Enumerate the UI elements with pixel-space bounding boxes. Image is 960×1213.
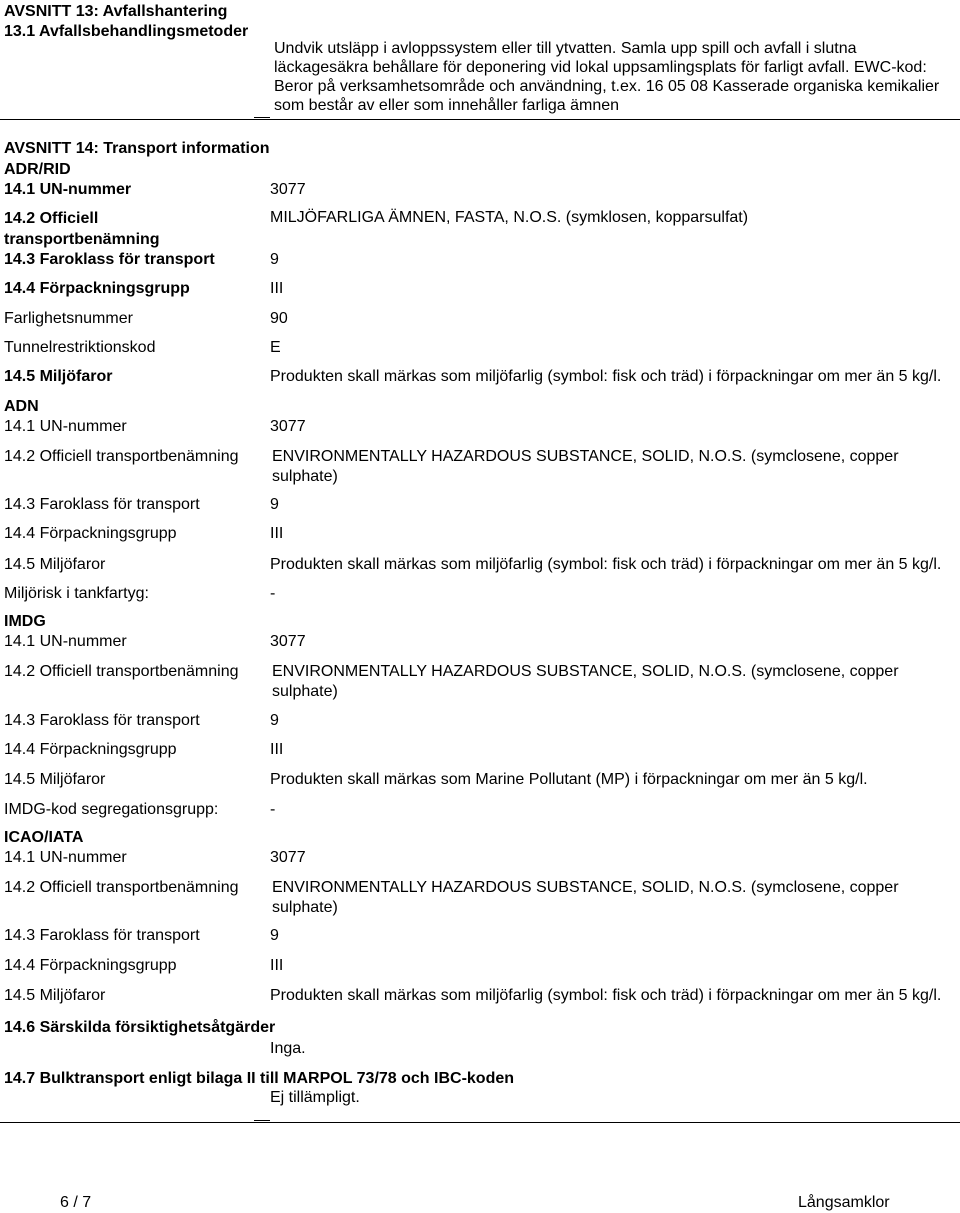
icao-class-value: 9: [270, 927, 279, 944]
icao-un-value: 3077: [270, 849, 306, 866]
icao-pg-value: III: [270, 957, 284, 974]
separator-dash: [254, 1120, 270, 1121]
special-precautions-value: Inga.: [270, 1040, 306, 1057]
section-14-title: AVSNITT 14: Transport information: [4, 140, 270, 157]
adn-tank-value: -: [270, 585, 276, 602]
imdg-heading: IMDG: [4, 613, 46, 630]
adn-pg-label: 14.4 Förpackningsgrupp: [4, 525, 177, 542]
adr-hazno-label: Farlighetsnummer: [4, 310, 133, 327]
icao-name-label: 14.2 Officiell transportbenämning: [4, 879, 239, 896]
adn-name-value: ENVIRONMENTALLY HAZARDOUS SUBSTANCE, SOLID, N.O.S. (symclosene, copper sulphate): [272, 448, 899, 485]
imdg-pg-label: 14.4 Förpackningsgrupp: [4, 741, 177, 758]
icao-pg-label: 14.4 Förpackningsgrupp: [4, 957, 177, 974]
adn-class-value: 9: [270, 496, 279, 513]
imdg-seg-label: IMDG-kod segregationsgrupp:: [4, 801, 219, 818]
icao-name-value: ENVIRONMENTALLY HAZARDOUS SUBSTANCE, SOLID, N.O.S. (symclosene, copper sulphate): [272, 879, 899, 916]
icao-class-label: 14.3 Faroklass för transport: [4, 927, 200, 944]
imdg-name-label: 14.2 Officiell transportbenämning: [4, 663, 239, 680]
adr-tunnel-label: Tunnelrestriktionskod: [4, 339, 156, 356]
adr-class-value: 9: [270, 251, 279, 268]
adr-name-label: 14.2 Officiell transportbenämning: [4, 210, 160, 248]
section-13-title: AVSNITT 13: Avfallshantering: [4, 3, 228, 20]
adn-heading: ADN: [4, 398, 39, 415]
adn-env-value: Produkten skall märkas som miljöfarlig (symbol: fisk och träd) i förpackningar om mer än 5 kg/l.: [270, 556, 942, 573]
imdg-env-value: Produkten skall märkas som Marine Pollutant (MP) i förpackningar om mer än 5 kg/l.: [270, 771, 868, 788]
imdg-class-value: 9: [270, 712, 279, 729]
bulk-transport-label: 14.7 Bulktransport enligt bilaga II till MARPOL 73/78 och IBC-koden: [4, 1070, 515, 1087]
imdg-un-value: 3077: [270, 633, 306, 650]
adr-class-label: 14.3 Faroklass för transport: [4, 251, 215, 268]
section-divider: [0, 119, 960, 120]
imdg-un-label: 14.1 UN-nummer: [4, 633, 127, 650]
icao-env-value: Produkten skall märkas som miljöfarlig (symbol: fisk och träd) i förpackningar om mer än 5 kg/l.: [270, 987, 942, 1004]
adr-pg-label: 14.4 Förpackningsgrupp: [4, 280, 190, 297]
adn-pg-value: III: [270, 525, 284, 542]
section-divider: [0, 1122, 960, 1123]
bulk-transport-value: Ej tillämpligt.: [270, 1089, 360, 1106]
adr-un-value: 3077: [270, 181, 306, 198]
imdg-pg-value: III: [270, 741, 284, 758]
adn-un-value: 3077: [270, 418, 306, 435]
icao-env-label: 14.5 Miljöfaror: [4, 987, 106, 1004]
adn-name-label: 14.2 Officiell transportbenämning: [4, 448, 239, 465]
page-number: 6 / 7: [60, 1194, 92, 1211]
section-13-1-heading: 13.1 Avfallsbehandlingsmetoder: [4, 23, 249, 40]
adr-env-value: Produkten skall märkas som miljöfarlig (symbol: fisk och träd) i förpackningar om mer än 5 kg/l.: [270, 368, 942, 385]
adn-un-label: 14.1 UN-nummer: [4, 418, 127, 435]
special-precautions-label: 14.6 Särskilda försiktighetsåtgärder: [4, 1019, 276, 1036]
section-13-1-text: Undvik utsläpp i avloppssystem eller till ytvatten. Samla upp spill och avfall i slutna läckagesäkra behållare för deponering vid lokal uppsamlingsplats för farligt avfall. EWC-kod: Beror på verksamhetsområde och användning, t.ex. 16 05 08 Kasserade organiska kemikalier som består av eller som innehåller farliga ämnen: [274, 40, 940, 114]
separator-dash: [254, 117, 270, 118]
adn-tank-label: Miljörisk i tankfartyg:: [4, 585, 149, 602]
adr-name-value: MILJÖFARLIGA ÄMNEN, FASTA, N.O.S. (symklosen, kopparsulfat): [270, 209, 749, 226]
icao-heading: ICAO/IATA: [4, 829, 84, 846]
product-name: Långsamklor: [798, 1194, 890, 1211]
imdg-class-label: 14.3 Faroklass för transport: [4, 712, 200, 729]
adn-class-label: 14.3 Faroklass för transport: [4, 496, 200, 513]
adn-env-label: 14.5 Miljöfaror: [4, 556, 106, 573]
adr-pg-value: III: [270, 280, 284, 297]
adr-tunnel-value: E: [270, 339, 281, 356]
imdg-seg-value: -: [270, 801, 276, 818]
adr-heading: ADR/RID: [4, 161, 71, 178]
icao-un-label: 14.1 UN-nummer: [4, 849, 127, 866]
imdg-name-value: ENVIRONMENTALLY HAZARDOUS SUBSTANCE, SOLID, N.O.S. (symclosene, copper sulphate): [272, 663, 899, 700]
adr-un-label: 14.1 UN-nummer: [4, 181, 132, 198]
adr-env-label: 14.5 Miljöfaror: [4, 368, 113, 385]
imdg-env-label: 14.5 Miljöfaror: [4, 771, 106, 788]
adr-hazno-value: 90: [270, 310, 288, 327]
